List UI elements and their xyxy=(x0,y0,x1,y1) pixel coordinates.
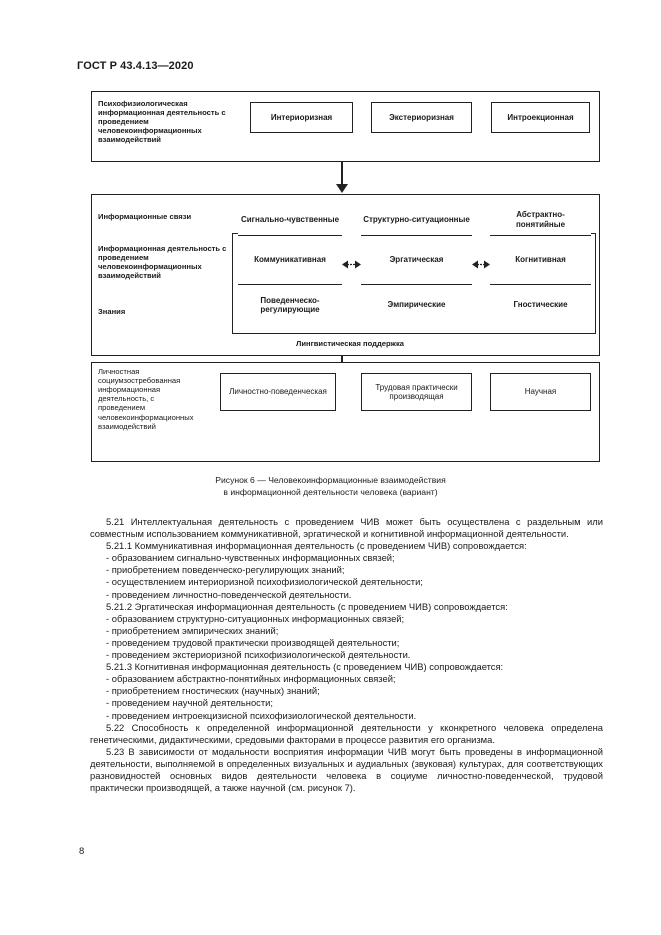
box-introjection: Интроекционная xyxy=(491,102,590,133)
col3-activity: Когнитивная xyxy=(490,236,591,284)
list-item: - образованием абстрактно-понятийных информационных связей; xyxy=(106,673,396,685)
double-arrow-2-3 xyxy=(472,260,490,269)
label-linguistic-support: Лингвистическая поддержка xyxy=(296,339,404,348)
list-item: - проведением научной деятельности; xyxy=(106,697,273,709)
col3-info-link: Абстрактно-понятийные xyxy=(490,204,591,235)
page-number: 8 xyxy=(79,846,85,857)
support-right-tick xyxy=(591,233,596,234)
list-item: - приобретением поведенческо-регулирующих знаний; xyxy=(106,564,345,576)
support-bottom-line xyxy=(232,333,596,334)
support-right-line xyxy=(595,233,596,333)
box-labor-practical: Трудовая практически производящая xyxy=(361,373,472,411)
paragraph-5-21-2: 5.21.2 Эргатическая информационная деятельность (с проведением ЧИВ) сопровождается: xyxy=(106,600,508,612)
document-header: ГОСТ Р 43.4.13—2020 xyxy=(77,60,194,72)
list-item: - проведением трудовой практически производящей деятельности; xyxy=(106,636,400,648)
box-personal-behavioral: Личностно-поведенческая xyxy=(220,373,336,411)
list-item: - проведением личностно-поведенческой деятельности. xyxy=(106,588,352,600)
box-exteriorizing: Экстериоризная xyxy=(371,102,472,133)
col1-info-link: Сигнально-чувственные xyxy=(238,204,342,235)
list-item: - образованием структурно-ситуационных информационных связей; xyxy=(106,612,405,624)
list-item: - осуществлением интериоризной психофизиологической деятельности; xyxy=(106,576,423,588)
box-scientific: Научная xyxy=(490,373,591,411)
col2-knowledge: Эмпирические xyxy=(361,285,472,325)
support-left-line xyxy=(232,233,233,333)
label-knowledge: Знания xyxy=(98,307,126,316)
paragraph-5-21-1: 5.21.1 Коммуникативная информационная деятельность (с проведением ЧИВ) сопровождается: xyxy=(106,540,527,552)
box-interiorizing: Интериоризная xyxy=(250,102,353,133)
col2-activity: Эргатическая xyxy=(361,236,472,284)
paragraph-5-21: 5.21 Интеллектуальная деятельность с проведением ЧИВ может быть осуществлена с раздельным или совместным использованием коммуникативной, эргатической и когнитивной информационной деятельности. xyxy=(90,516,603,540)
paragraph-5-22: 5.22 Способность к определенной информационной деятельности у кконкретного человека определена генетическими, дидактическими, средовыми факторами в процессе развития его организма. xyxy=(90,721,603,745)
list-item: - приобретением гностических (научных) знаний; xyxy=(106,685,320,697)
list-item: - проведением интроекцизисной психофизиологической деятельности. xyxy=(106,709,417,721)
double-arrow-1-2 xyxy=(342,260,361,269)
paragraph-5-21-3: 5.21.3 Когнитивная информационная деятельность (с проведением ЧИВ) сопровождается: xyxy=(106,661,504,673)
label-info-links: Информационные связи xyxy=(98,212,192,221)
col2-info-link: Структурно-ситуационные xyxy=(361,204,472,235)
paragraph-5-23: 5.23 В зависимости от модальности восприятия информации ЧИВ могут быть проведены в информационной деятельности, выполняемой в определенных визуальных и аудиальных (звуковая) культурах, для соответствующих разновидностей основных видов деятельности человека в социуме личностно-поведенческой, трудовой практически производящей, а также научной (см. рисунок 7). xyxy=(90,745,603,794)
top-panel-label: Психофизиологическая информационная деятельность с проведением человекоинформационных взаимодействий xyxy=(98,99,226,145)
figure-caption-line-1: Рисунок 6 — Человекоинформационные взаимодействия xyxy=(215,475,446,485)
col1-activity: Коммуникативная xyxy=(238,236,342,284)
col1-knowledge: Поведенческо-регулирующие xyxy=(238,285,342,325)
arrowhead-down-1 xyxy=(336,184,348,193)
list-item: - проведением экстериоризной психофизиологической деятельности. xyxy=(106,649,411,661)
support-left-tick xyxy=(232,233,238,234)
list-item: - образованием сигнально-чувственных информационных связей; xyxy=(106,552,395,564)
body-text xyxy=(90,516,603,794)
list-item: - приобретением эмпирических знаний; xyxy=(106,624,279,636)
label-info-activity: Информационная деятельность с проведением человекоинформационных взаимодействий xyxy=(98,244,227,281)
col3-knowledge: Гностические xyxy=(490,285,591,325)
figure-caption-line-2: в информационной деятельности человека (вариант) xyxy=(223,487,438,497)
bottom-panel-label: Личностная социумзостребованная информационная деятельность, с проведением человекоинформационных взаимодействий xyxy=(98,367,194,431)
